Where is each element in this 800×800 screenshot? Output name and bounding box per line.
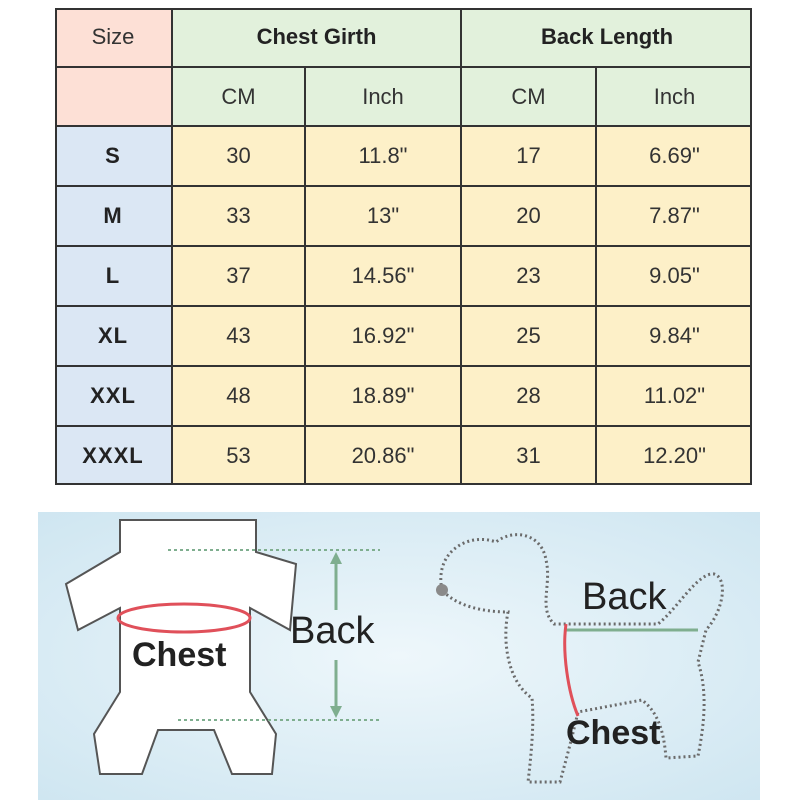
size-header-label: Size bbox=[91, 24, 135, 49]
value: 11.8" bbox=[358, 143, 408, 168]
table-row bbox=[55, 247, 752, 307]
unit-header-cm-back bbox=[462, 68, 597, 127]
value: 31 bbox=[516, 443, 541, 468]
table-row bbox=[55, 367, 752, 427]
value: 14.56" bbox=[351, 263, 415, 288]
value-cell bbox=[173, 427, 306, 485]
back-length-header bbox=[462, 8, 752, 68]
back-length-label: Back Length bbox=[540, 24, 674, 49]
value: 9.84" bbox=[649, 323, 700, 348]
garment-back-label: Back bbox=[290, 610, 375, 652]
value: 48 bbox=[226, 383, 251, 408]
value: 18.89" bbox=[351, 383, 415, 408]
value-cell bbox=[462, 427, 597, 485]
size-cell bbox=[55, 247, 173, 307]
value: 12.20" bbox=[643, 443, 706, 468]
unit-header-cm-chest bbox=[173, 68, 306, 127]
size-cell bbox=[55, 127, 173, 187]
size-cell bbox=[55, 367, 173, 427]
value: 20 bbox=[516, 203, 541, 228]
size-label: L bbox=[105, 263, 121, 288]
value-cell bbox=[597, 307, 752, 367]
value: 37 bbox=[226, 263, 251, 288]
measurement-illustration bbox=[38, 512, 760, 800]
unit-header-inch-back bbox=[597, 68, 752, 127]
value: 9.05" bbox=[649, 263, 700, 288]
unit-label: CM bbox=[221, 83, 256, 109]
unit-label: CM bbox=[511, 83, 546, 109]
value: 7.87" bbox=[649, 203, 700, 228]
unit-label: Inch bbox=[653, 83, 696, 109]
value-cell bbox=[306, 187, 462, 247]
size-label: XL bbox=[97, 323, 129, 348]
value-cell bbox=[462, 187, 597, 247]
dog-chest-label: Chest bbox=[566, 714, 661, 752]
size-cell bbox=[55, 427, 173, 485]
value: 33 bbox=[226, 203, 251, 228]
size-label: XXXL bbox=[82, 443, 144, 468]
size-header-empty-cell bbox=[55, 68, 173, 127]
value-cell bbox=[173, 187, 306, 247]
value: 6.69" bbox=[649, 143, 700, 168]
value-cell bbox=[173, 307, 306, 367]
size-cell bbox=[55, 187, 173, 247]
size-label: S bbox=[105, 143, 121, 168]
value: 28 bbox=[516, 383, 541, 408]
value: 13" bbox=[366, 203, 400, 228]
dog-nose-icon bbox=[436, 584, 448, 596]
value-cell bbox=[173, 367, 306, 427]
size-header-cell bbox=[55, 8, 173, 68]
dog-back-label: Back bbox=[582, 576, 667, 618]
value: 23 bbox=[516, 263, 541, 288]
value: 30 bbox=[226, 143, 251, 168]
value: 25 bbox=[516, 323, 541, 348]
value: 53 bbox=[226, 443, 251, 468]
value: 16.92" bbox=[351, 323, 415, 348]
garment-chest-label: Chest bbox=[132, 636, 227, 674]
value-cell bbox=[597, 187, 752, 247]
value: 11.02" bbox=[643, 383, 706, 408]
table-row bbox=[55, 187, 752, 247]
value-cell bbox=[597, 367, 752, 427]
value-cell bbox=[173, 127, 306, 187]
unit-header-inch-chest bbox=[306, 68, 462, 127]
value: 17 bbox=[516, 143, 541, 168]
size-label: M bbox=[103, 203, 123, 228]
value-cell bbox=[306, 127, 462, 187]
table-row bbox=[55, 427, 752, 485]
chest-girth-label: Chest Girth bbox=[256, 24, 377, 49]
value-cell bbox=[306, 247, 462, 307]
value-cell bbox=[597, 127, 752, 187]
size-cell bbox=[55, 307, 173, 367]
value: 43 bbox=[226, 323, 251, 348]
value-cell bbox=[462, 307, 597, 367]
value-cell bbox=[462, 247, 597, 307]
value-cell bbox=[306, 427, 462, 485]
unit-label: Inch bbox=[362, 83, 404, 109]
chest-girth-header bbox=[173, 8, 462, 68]
table-row bbox=[55, 307, 752, 367]
value-cell bbox=[462, 127, 597, 187]
value-cell bbox=[462, 367, 597, 427]
size-label: XXL bbox=[90, 383, 136, 408]
table-row bbox=[55, 127, 752, 187]
value-cell bbox=[306, 307, 462, 367]
value-cell bbox=[306, 367, 462, 427]
value-cell bbox=[173, 247, 306, 307]
value-cell bbox=[597, 247, 752, 307]
value: 20.86" bbox=[351, 443, 415, 468]
size-chart-table bbox=[55, 8, 752, 485]
value-cell bbox=[597, 427, 752, 485]
